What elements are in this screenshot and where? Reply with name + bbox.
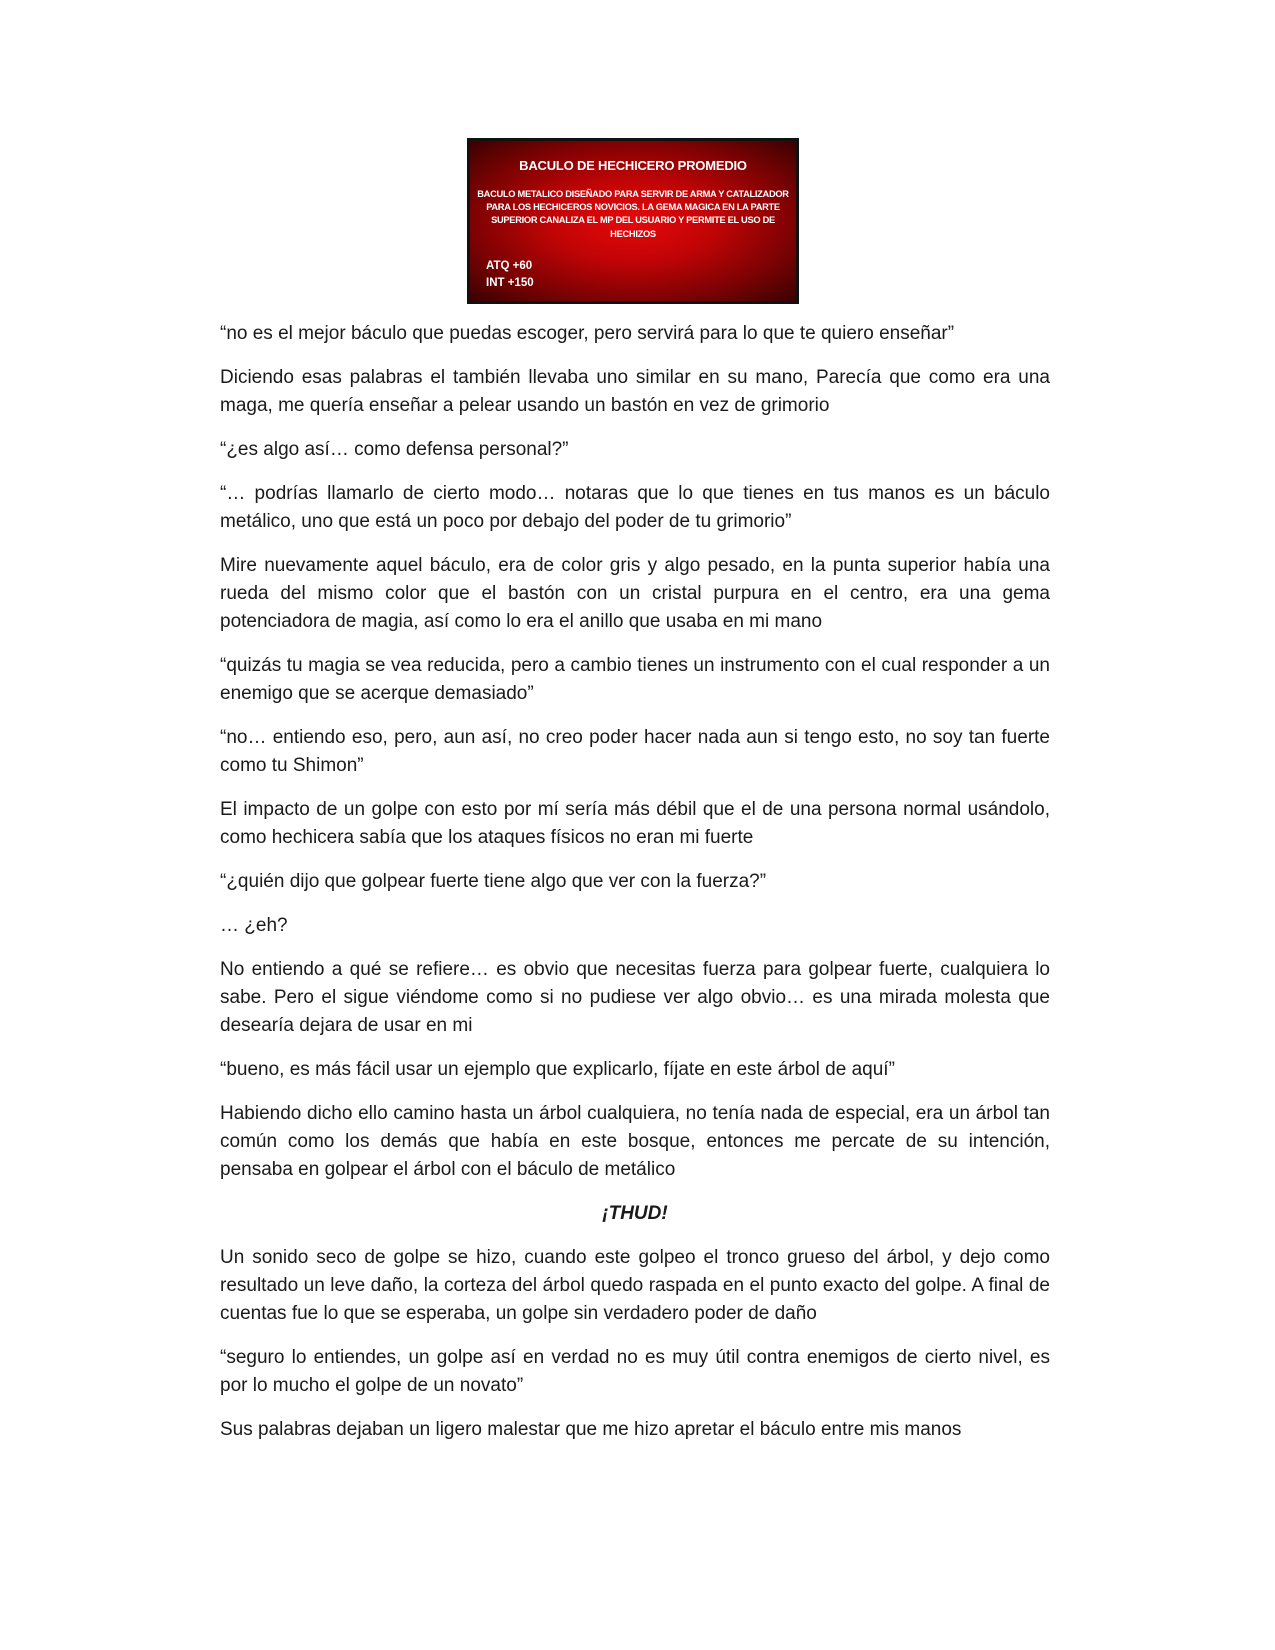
paragraph: “no es el mejor báculo que puedas escoger, pero servirá para lo que te quiero enseñar” xyxy=(220,323,955,344)
item-card-description: BACULO METALICO DISEÑADO PARA SERVIR DE ARMA Y CATALIZADOR PARA LOS HECHICEROS NOVICIOS. LA GEMA MAGICA EN LA PARTE SUPERIOR CANALIZA EL MP DEL USUARIO Y PERMITE EL USO DE HECHIZOS xyxy=(477,189,789,239)
item-card xyxy=(467,138,799,304)
paragraph: “… podrías llamarlo de cierto modo… notaras que lo que tienes en tus manos es un báculo metálico, uno que está un poco por debajo del poder de tu grimorio” xyxy=(220,483,1050,532)
paragraph: “seguro lo entiendes, un golpe así en verdad no es muy útil contra enemigos de cierto nivel, es por lo mucho el golpe de un novato” xyxy=(220,1347,1050,1396)
stat-int: INT +150 xyxy=(486,277,534,289)
stat-atq: ATQ +60 xyxy=(486,260,533,272)
paragraph: Sus palabras dejaban un ligero malestar que me hizo apretar el báculo entre mis manos xyxy=(220,1419,962,1440)
paragraph: Diciendo esas palabras el también llevaba uno similar en su mano, Parecía que como era una maga, me quería enseñar a pelear usando un bastón en vez de grimorio xyxy=(220,367,1050,416)
paragraph: “quizás tu magia se vea reducida, pero a cambio tienes un instrumento con el cual responder a un enemigo que se acerque demasiado” xyxy=(220,655,1050,704)
paragraph: Un sonido seco de golpe se hizo, cuando este golpeo el tronco grueso del árbol, y dejo como resultado un leve daño, la corteza del árbol quedo raspada en el punto exacto del golpe. A final de cuentas fue lo que se esperaba, un golpe sin verdadero poder de daño xyxy=(220,1247,1050,1324)
paragraph: No entiendo a qué se refiere… es obvio que necesitas fuerza para golpear fuerte, cualquiera lo sabe. Pero el sigue viéndome como si no pudiese ver algo obvio… es una mirada molesta que desearía dejara de usar en mi xyxy=(220,959,1050,1036)
paragraph: “¿quién dijo que golpear fuerte tiene algo que ver con la fuerza?” xyxy=(220,871,767,892)
story-text xyxy=(220,320,1050,1460)
item-card-stats xyxy=(486,258,534,292)
item-card-title: BACULO DE HECHICERO PROMEDIO xyxy=(519,158,747,173)
paragraph: Habiendo dicho ello camino hasta un árbol cualquiera, no tenía nada de especial, era un árbol tan común como los demás que había en este bosque, entonces me percate de su intención, pensaba en golpear el árbol con el báculo de metálico xyxy=(220,1103,1050,1180)
paragraph: Mire nuevamente aquel báculo, era de color gris y algo pesado, en la punta superior había una rueda del mismo color que el bastón con un cristal purpura en el centro, era una gema potenciadora de magia, así como lo era el anillo que usaba en mi mano xyxy=(220,555,1050,632)
paragraph: … ¿eh? xyxy=(220,915,288,936)
sound-effect: ¡THUD! xyxy=(602,1203,668,1224)
paragraph: “no… entiendo eso, pero, aun así, no creo poder hacer nada aun si tengo esto, no soy tan fuerte como tu Shimon” xyxy=(220,727,1050,776)
paragraph: El impacto de un golpe con esto por mí sería más débil que el de una persona normal usándolo, como hechicera sabía que los ataques físicos no eran mi fuerte xyxy=(220,799,1050,848)
paragraph: “bueno, es más fácil usar un ejemplo que explicarlo, fíjate en este árbol de aquí” xyxy=(220,1059,895,1080)
paragraph: “¿es algo así… como defensa personal?” xyxy=(220,439,569,460)
